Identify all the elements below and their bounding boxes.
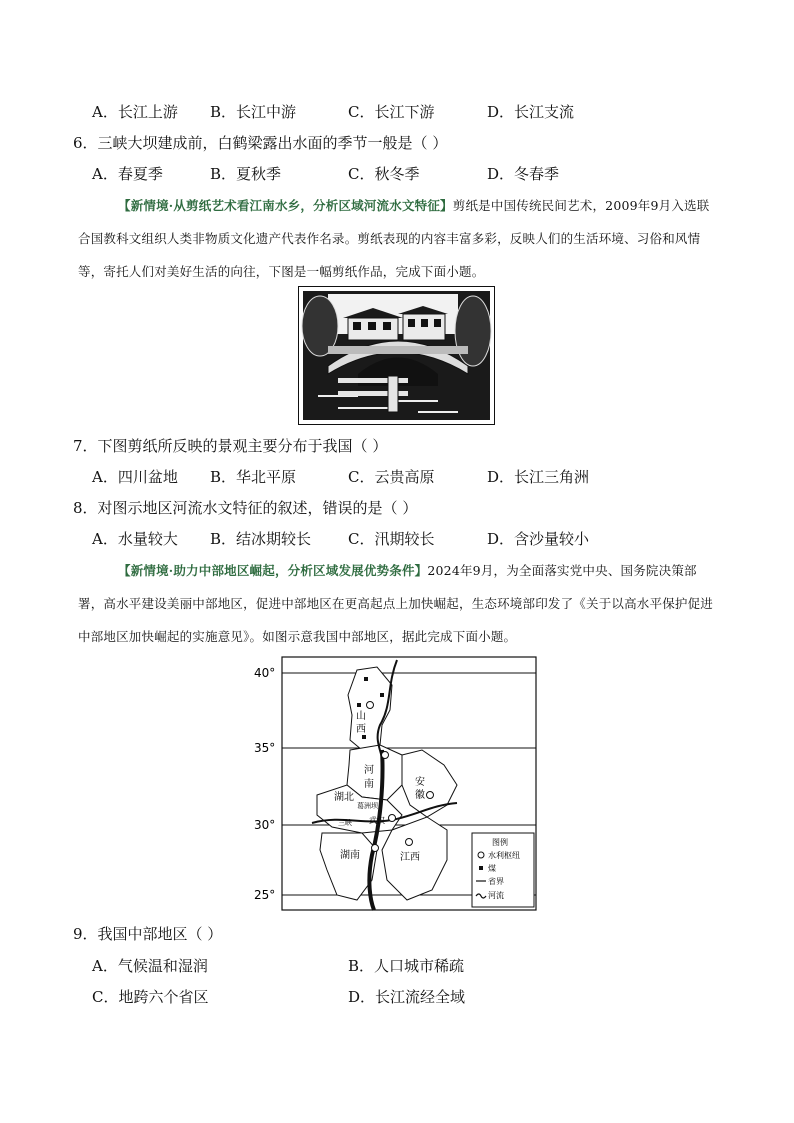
q6-option-d: D．冬春季 xyxy=(487,165,560,183)
q9-stem: 9．我国中部地区（ ） xyxy=(73,925,223,943)
city-marker xyxy=(427,792,434,799)
coal-marker xyxy=(357,703,361,707)
label-wuhan: 武汉 xyxy=(369,816,385,825)
label-sanxia: 三峡 xyxy=(338,819,352,827)
label-an: 安 xyxy=(415,777,425,788)
q5-option-b: B．长江中游 xyxy=(210,103,297,121)
q5-option-d: D．长江支流 xyxy=(487,103,575,121)
q7-option-b: B．华北平原 xyxy=(210,468,297,486)
legend-coal-icon xyxy=(479,866,483,870)
coal-marker xyxy=(364,677,368,681)
city-marker xyxy=(406,839,413,846)
q7-option-c: C．云贵高原 xyxy=(348,468,435,486)
label-nan: 南 xyxy=(364,779,374,790)
q6-option-c: C．秋冬季 xyxy=(348,165,420,183)
q9-option-a: A．气候温和湿润 xyxy=(92,957,208,975)
lat-label-30: 30° xyxy=(254,818,276,832)
city-marker xyxy=(367,702,374,709)
paper-cut-image xyxy=(298,286,495,425)
legend-coal: 煤 xyxy=(488,864,496,873)
city-marker xyxy=(372,845,379,852)
lat-label-25: 25° xyxy=(254,888,276,902)
legend-title: 图例 xyxy=(492,838,508,847)
context-central-region xyxy=(78,554,718,653)
q7-stem: 7．下图剪纸所反映的景观主要分布于我国（ ） xyxy=(73,437,388,455)
lat-label-35: 35° xyxy=(254,741,276,755)
label-shan: 山 xyxy=(356,711,366,722)
q8-option-a: A．水量较大 xyxy=(92,530,178,548)
q7-option-d: D．长江三角洲 xyxy=(487,468,590,486)
q8-option-c: C．汛期较长 xyxy=(348,530,435,548)
label-hunan: 湖南 xyxy=(340,850,360,861)
label-jiangxi: 江西 xyxy=(400,852,420,863)
q5-option-a: A．长江上游 xyxy=(92,103,178,121)
q5-option-c: C．长江下游 xyxy=(348,103,435,121)
legend-dam: 水利枢纽 xyxy=(488,851,520,860)
coal-marker xyxy=(362,735,366,739)
legend-river: 河流 xyxy=(488,891,504,900)
label-hui: 徽 xyxy=(415,790,425,801)
central-china-map xyxy=(252,655,538,913)
q6-option-a: A．春夏季 xyxy=(92,165,163,183)
q8-option-b: B．结冰期较长 xyxy=(210,530,312,548)
context-tag: 【新情境·助力中部地区崛起，分析区域发展优势条件】 xyxy=(118,563,428,578)
q8-option-d: D．含沙量较小 xyxy=(487,530,590,548)
coal-marker xyxy=(380,693,384,697)
label-hubei: 湖北 xyxy=(334,792,354,803)
q9-option-c: C．地跨六个省区 xyxy=(92,988,209,1006)
legend-boundary: 省界 xyxy=(488,877,504,886)
q6-stem: 6．三峡大坝建成前，白鹤梁露出水面的季节一般是（ ） xyxy=(73,134,448,152)
q9-option-d: D．长江流经全域 xyxy=(348,988,466,1006)
legend-dam-icon xyxy=(478,852,484,858)
context-paper-cutting xyxy=(78,189,718,288)
context-tag: 【新情境·从剪纸艺术看江南水乡，分析区域河流水文特征】 xyxy=(118,198,453,213)
label-he: 河 xyxy=(364,765,374,776)
q8-stem: 8．对图示地区河流水文特征的叙述，错误的是（ ） xyxy=(73,499,418,517)
context-text: 剪纸是中国传统民间艺术，2009年9月入选联合国教科文组织人类非物质文化遗产代表作名录。剪纸表现的内容丰富多彩，反映人们的生活环境、习俗和风情等，寄托人们对美好生活的向往，下图是一幅剪纸作品，完成下面小题。 xyxy=(78,198,710,279)
city-marker xyxy=(389,815,396,822)
label-gezhouba: 葛洲坝 xyxy=(357,802,378,810)
lat-label-40: 40° xyxy=(254,666,276,680)
city-marker xyxy=(382,752,389,759)
label-xi: 西 xyxy=(356,724,366,735)
q7-option-a: A．四川盆地 xyxy=(92,468,178,486)
context-text: 2024年9月，为全面落实党中央、国务院决策部署，高水平建设美丽中部地区，促进中部地区在更高起点上加快崛起，生态环境部印发了《关于以高水平保护促进中部地区加快崛起的实施意见》。如图示意我国中部地区，据此完成下面小题。 xyxy=(78,563,714,644)
q9-option-b: B．人口城市稀疏 xyxy=(348,957,465,975)
q6-option-b: B．夏秋季 xyxy=(210,165,282,183)
